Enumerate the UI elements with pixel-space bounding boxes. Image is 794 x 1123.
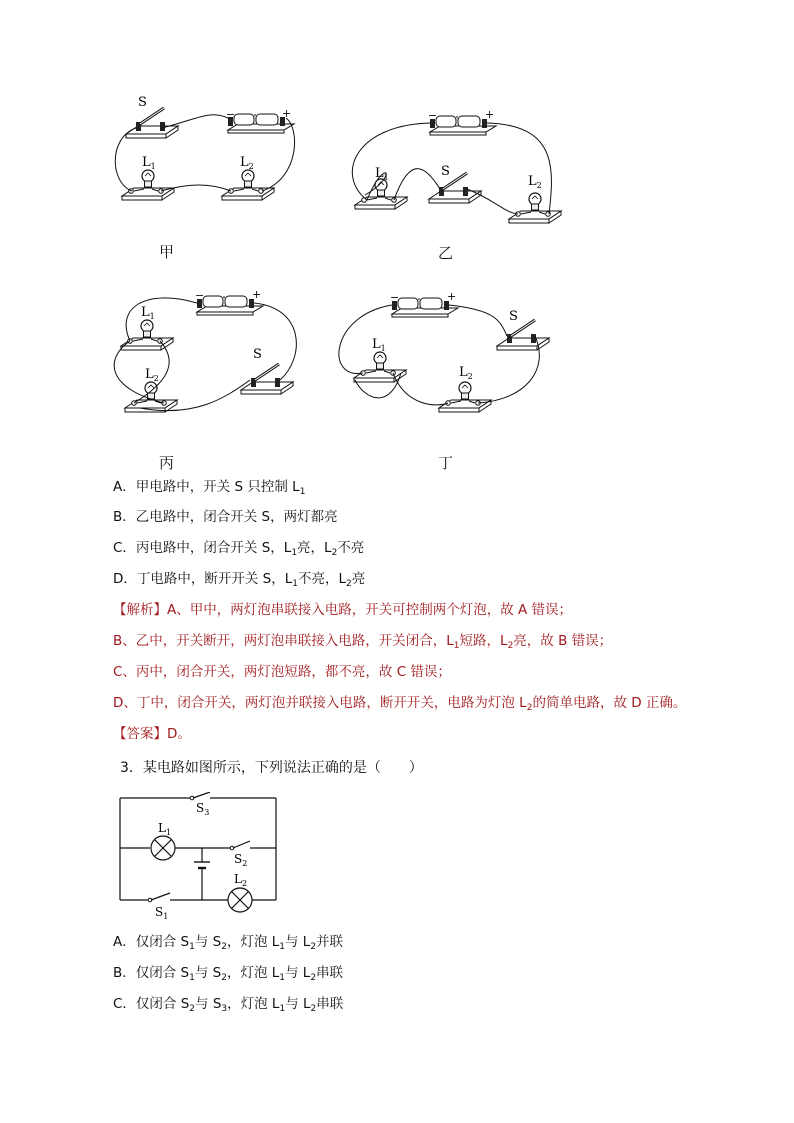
answer-tag: 【答案】 (113, 726, 167, 742)
switch-s-yi (429, 173, 481, 203)
q2-option-a: A．甲电路中，开关 S 只控制 $L_1$ (113, 479, 306, 497)
caption-jia: 甲 (159, 243, 175, 261)
label-l2-ding: $L_2$ (459, 365, 473, 381)
lamp-l2-jia (222, 170, 274, 200)
q3-circuit-diagram (110, 792, 290, 922)
circuit-figure-yi (345, 105, 570, 230)
circuit-figure-bing (105, 288, 315, 423)
q3-option-b: B．仅闭合 $S_1$与 $S_2$，灯泡 $L_1$与 $L_2$串联 (113, 965, 344, 983)
q3-option-a: A．仅闭合 $S_1$与 $S_2$，灯泡 $L_1$与 $L_2$并联 (113, 934, 344, 952)
lamp-l1-ding (354, 352, 406, 382)
switch-s-bing (241, 364, 293, 394)
analysis-d: D、丁中，闭合开关，两灯泡并联接入电路，断开开关，电路为灯泡 $L_2$的简单电路，故 D 正确。 (113, 695, 687, 713)
analysis-b: B、乙中，开关断开，两灯泡串联接入电路，开关闭合，$L_1$短路，$L_2$亮，故 B 错误； (113, 633, 613, 651)
caption-ding: 丁 (438, 454, 454, 472)
label-s-ding: S (509, 309, 518, 324)
q2-option-b: B．乙电路中，闭合开关 S，两灯都亮 (113, 509, 338, 525)
label-l2: $L_2$ (234, 872, 248, 888)
lamp-l1-bing (121, 320, 173, 350)
label-l2-jia: $L_2$ (240, 155, 254, 171)
circuit-figure-ding (335, 290, 555, 425)
svg-text:−: − (390, 291, 400, 304)
label-l1: $L_1$ (158, 821, 172, 837)
answer: 【答案】D。 (113, 726, 191, 742)
label-l1-bing: $L_1$ (141, 305, 155, 321)
label-l2-yi: $L_2$ (528, 174, 542, 190)
circuit-figure-jia (100, 88, 320, 218)
svg-text:−: − (195, 289, 205, 302)
svg-text:+: + (485, 108, 495, 121)
q3-stem: 3．某电路如图所示，下列说法正确的是（ ） (120, 760, 423, 776)
svg-text:−: − (428, 109, 438, 122)
analysis-tag: 【解析】 (113, 602, 167, 618)
svg-text:+: + (447, 290, 457, 303)
lamp-l1-jia (122, 170, 174, 200)
switch-s-ding (497, 320, 549, 350)
analysis-a: 【解析】A、甲中，两灯泡串联接入电路，开关可控制两个灯泡，故 A 错误； (113, 602, 573, 618)
label-s-jia: S (138, 95, 147, 110)
q2-option-c: C．丙电路中，闭合开关 S，$L_1$亮，$L_2$不亮 (113, 540, 365, 558)
label-s1: $S_1$ (155, 905, 169, 921)
analysis-c: C、丙中，闭合开关，两灯泡短路，都不亮，故 C 错误； (113, 664, 451, 680)
svg-text:+: + (282, 107, 292, 120)
label-s-yi: S (441, 164, 450, 179)
lamp-l2-bing (125, 382, 177, 412)
lamp-l2-yi (509, 193, 561, 223)
svg-text:+: + (252, 288, 262, 301)
label-l1-jia: $L_1$ (142, 155, 156, 171)
label-l1-ding: $L_1$ (372, 337, 386, 353)
switch-s-jia (126, 108, 178, 138)
label-s3: $S_3$ (196, 801, 210, 817)
label-l2-bing: $L_2$ (145, 367, 159, 383)
label-s-bing: S (253, 347, 262, 362)
label-s2: $S_2$ (234, 852, 248, 868)
q2-option-d: D．丁电路中，断开开关 S，$L_1$不亮，$L_2$亮 (113, 571, 366, 589)
caption-bing: 丙 (159, 454, 175, 472)
q3-option-c: C．仅闭合 $S_2$与 $S_3$，灯泡 $L_1$与 $L_2$串联 (113, 996, 344, 1014)
svg-text:−: − (226, 108, 236, 121)
lamp-l2-ding (439, 382, 491, 412)
label-l1-yi: $L_1$ (375, 166, 389, 182)
caption-yi: 乙 (438, 244, 454, 262)
